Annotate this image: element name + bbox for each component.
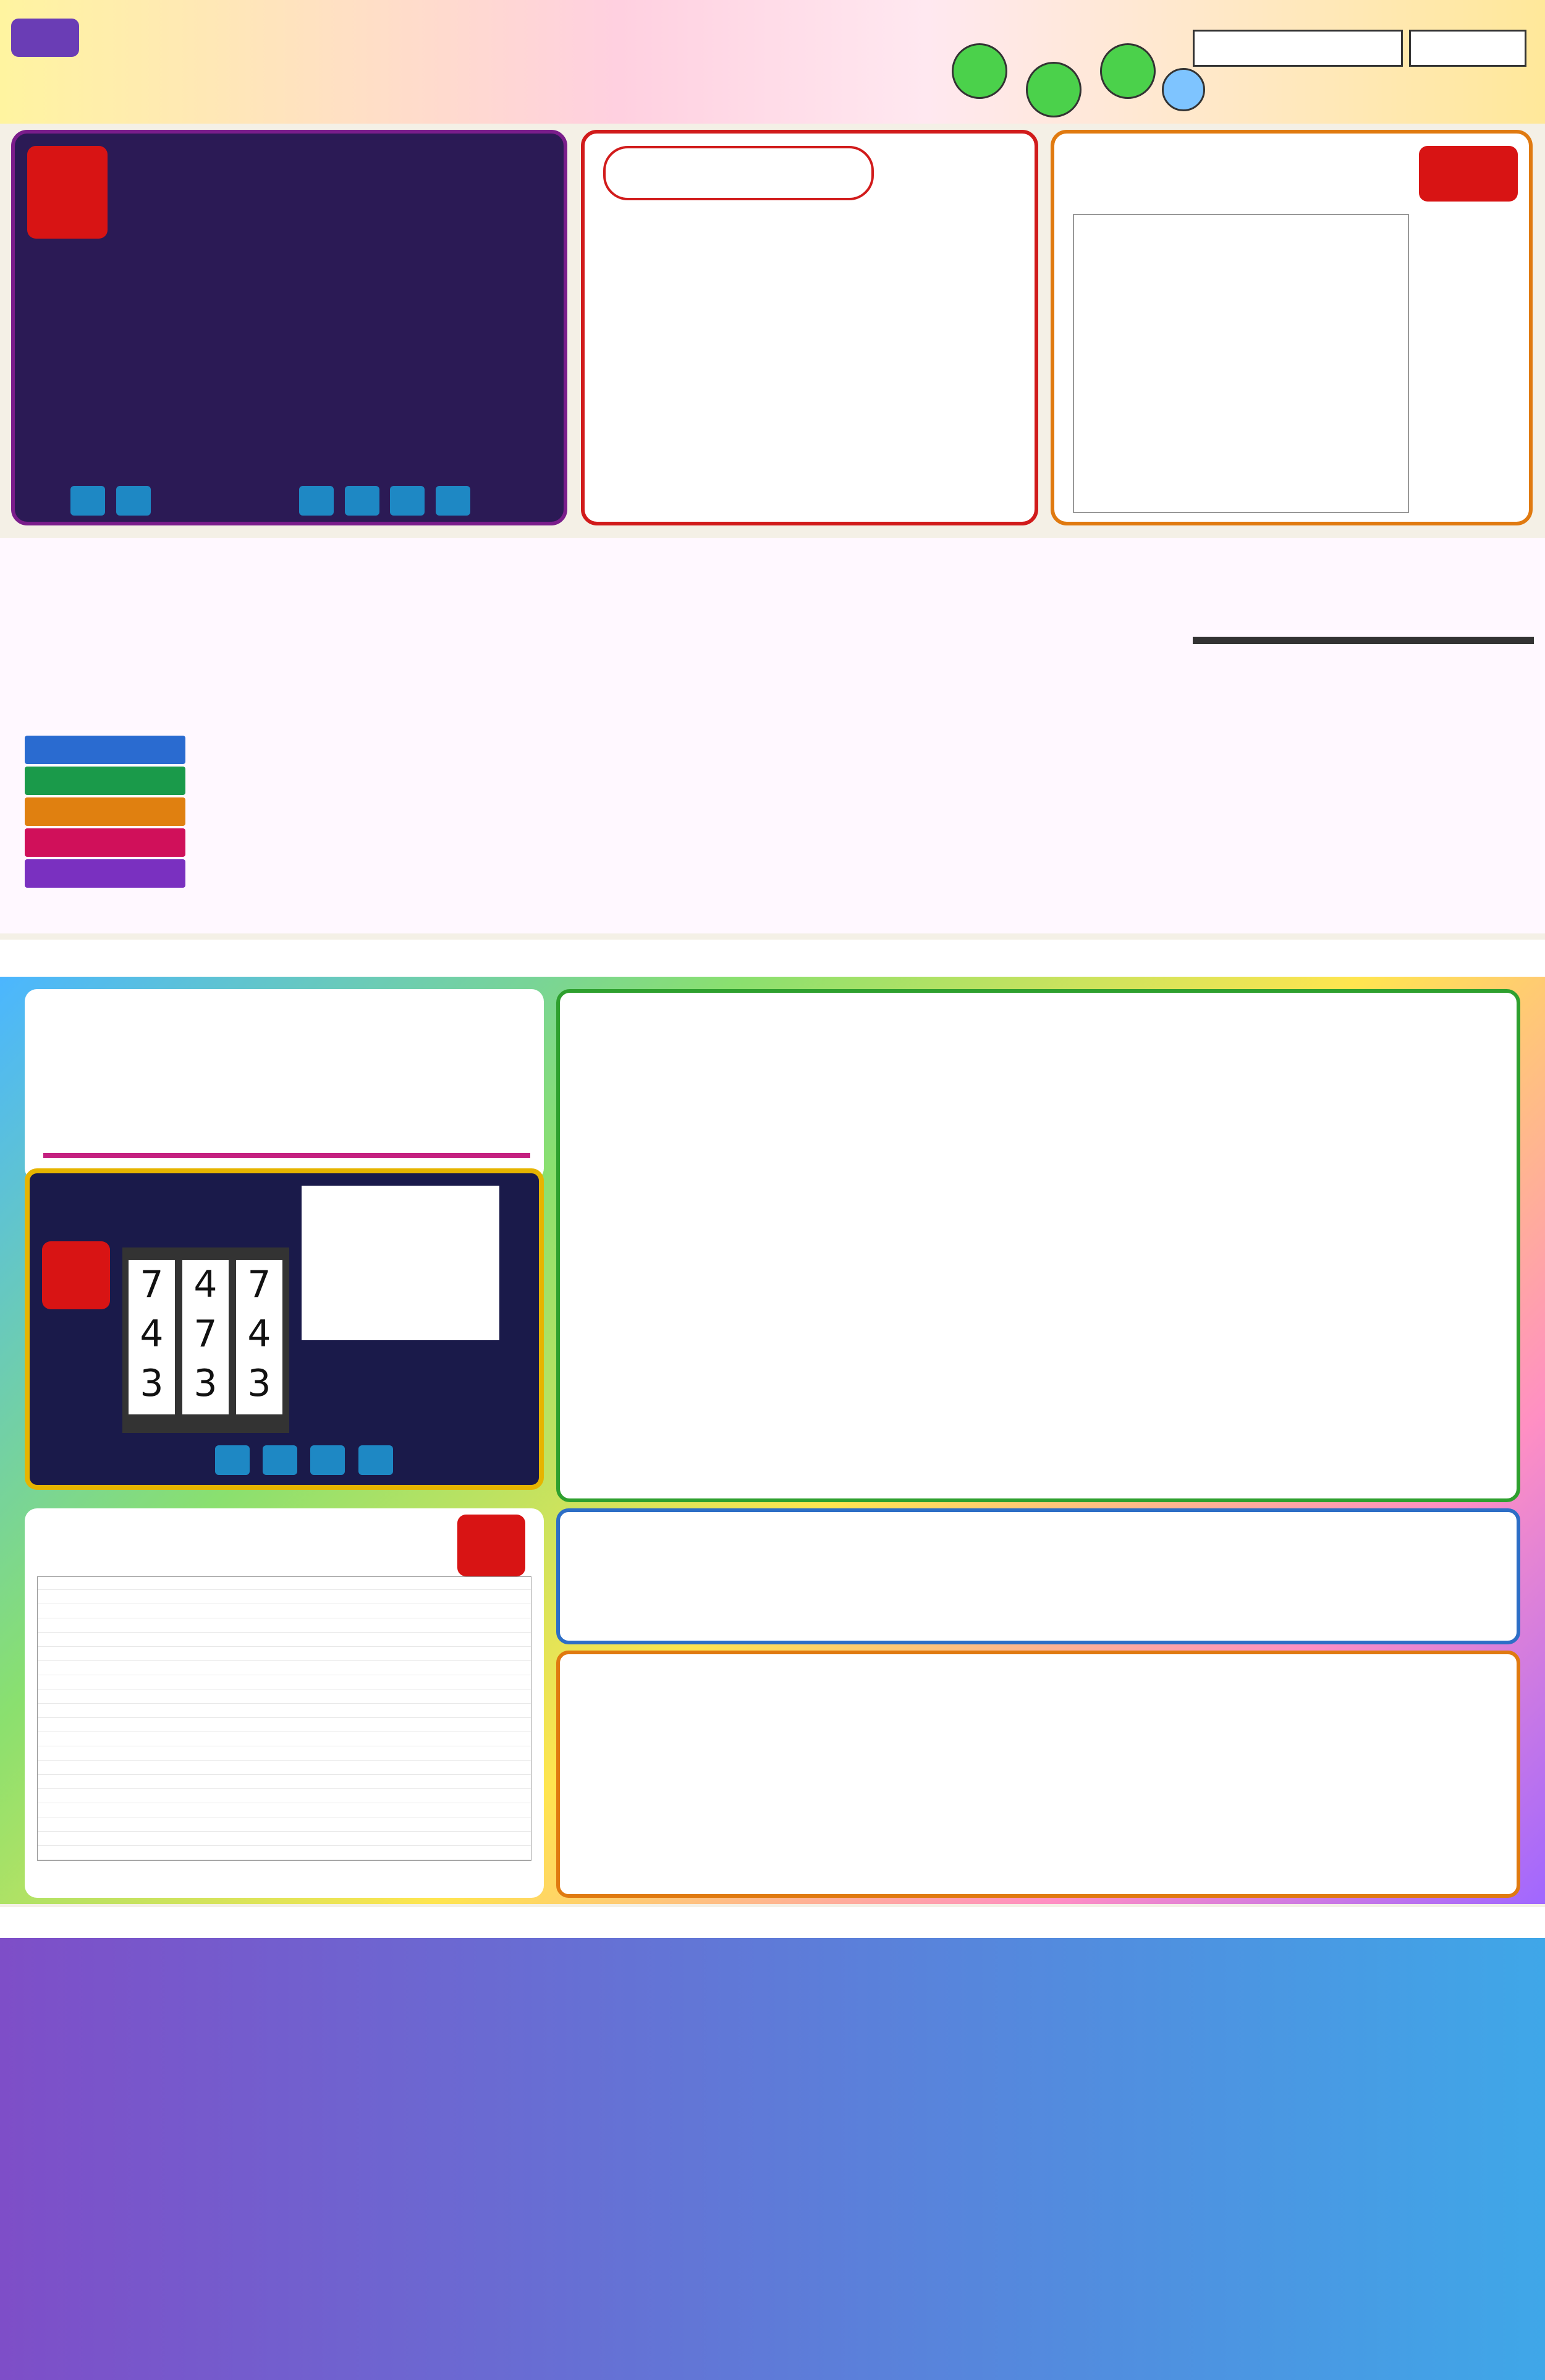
- hot-number: [310, 1445, 345, 1475]
- tuo-number: [390, 486, 425, 516]
- hot-number: [358, 1445, 393, 1475]
- trend-grid: [37, 1576, 531, 1861]
- tuo-number: [299, 486, 334, 516]
- tuo-number: [345, 486, 379, 516]
- results-summary-panel: [556, 989, 1520, 1502]
- gate-chart: [0, 729, 1545, 927]
- panel-title: [603, 146, 874, 200]
- slot-reel: 7 4 3: [236, 1260, 282, 1414]
- trend-section: [0, 1938, 1545, 2380]
- edition-tag: [11, 19, 79, 57]
- result-ball: [1100, 43, 1156, 99]
- expert-tips-panel: [556, 1508, 1520, 1644]
- dan-number: [116, 486, 151, 516]
- slogan: [445, 19, 766, 105]
- hot-row: [215, 1445, 398, 1481]
- issue-date: [1193, 30, 1403, 67]
- hot-number: [263, 1445, 297, 1475]
- tuo-number: [436, 486, 470, 516]
- last-hit-badge: [1419, 146, 1518, 202]
- family-request-panel: [25, 989, 544, 1181]
- masthead: [0, 0, 1545, 124]
- tuo-row: [287, 486, 475, 521]
- hot-number: [215, 1445, 250, 1475]
- head-tail-element-panel: [25, 1508, 544, 1898]
- slot-reel: 4 7 3: [182, 1260, 229, 1414]
- ad-banner[interactable]: [0, 1907, 1545, 1938]
- dan-row: [52, 486, 156, 521]
- ad-banner[interactable]: [0, 940, 1545, 977]
- slot-reel: 7 4 3: [129, 1260, 175, 1414]
- slot-machine-panel: [25, 1168, 544, 1490]
- result-ball: [952, 43, 1007, 99]
- panel-note: [43, 1153, 530, 1158]
- betting-slip-image: [1073, 214, 1409, 513]
- slot-reels: [122, 1247, 289, 1433]
- gate-bar-chart: [0, 729, 1545, 927]
- result-ball: [1026, 62, 1082, 117]
- last-hit-badge: [27, 146, 108, 239]
- yanzhong-panel: [581, 130, 1038, 525]
- dragon-gate-section: [0, 538, 1545, 933]
- kill-panel: [556, 1651, 1520, 1898]
- planning-king-panel: [1051, 130, 1533, 525]
- panel-heading: [1079, 158, 1376, 208]
- special-ball: [1162, 68, 1205, 111]
- last-hit-badge: [42, 1241, 110, 1309]
- dan-number: [70, 486, 105, 516]
- issue-weekday: [1409, 30, 1526, 67]
- shentong-panel: [11, 130, 567, 525]
- recommendation-box: [1193, 637, 1534, 644]
- last-hit-badge: [457, 1515, 525, 1576]
- zodiac-count-table: [302, 1186, 499, 1340]
